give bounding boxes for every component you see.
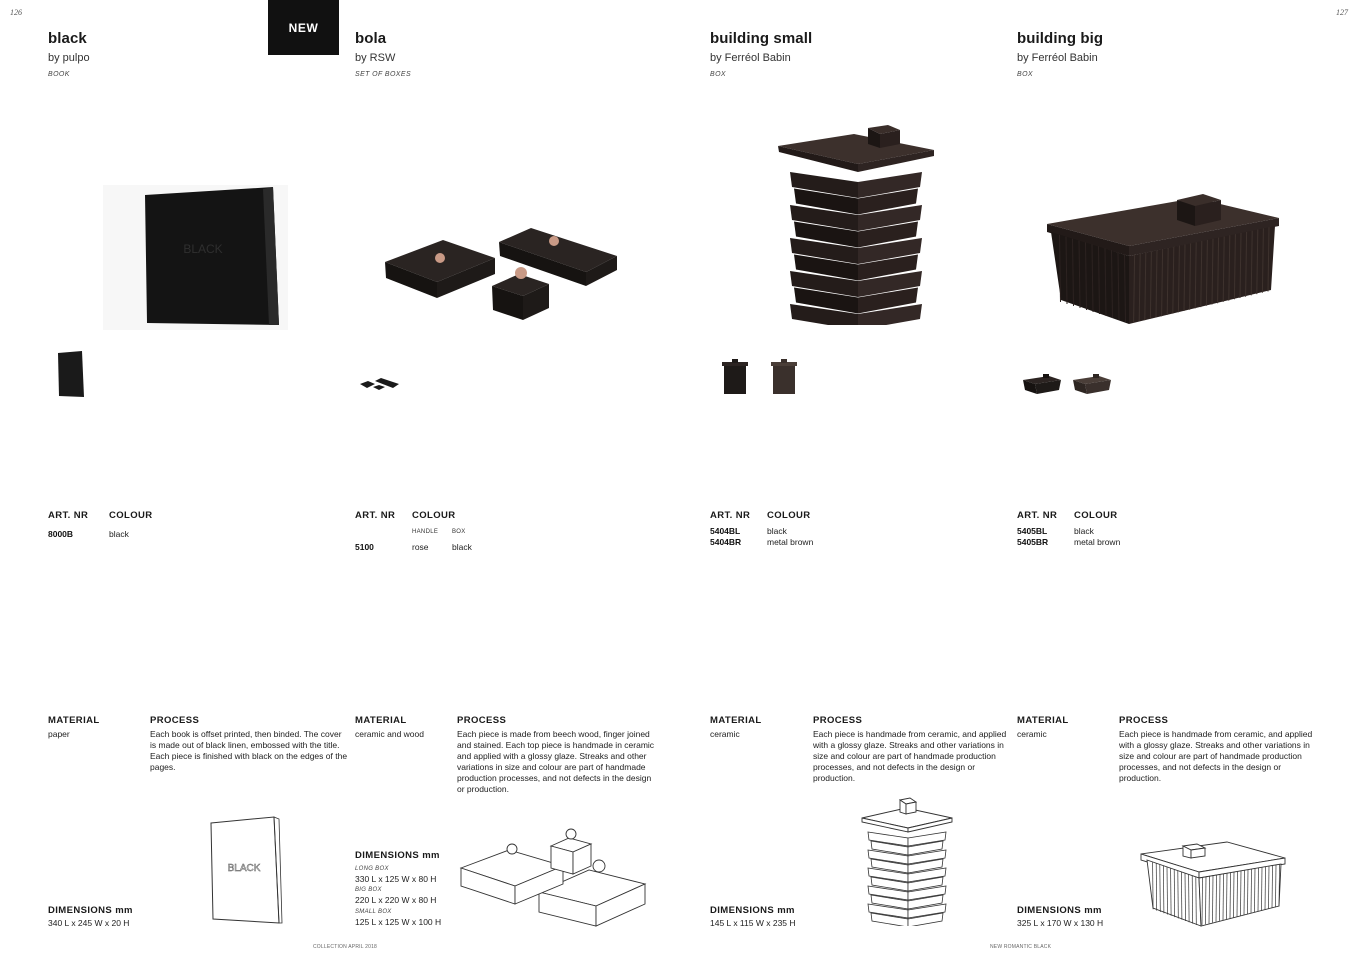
material-value: paper [48, 729, 70, 739]
colour-sub-handle: HANDLE [412, 529, 439, 535]
dimensions-label: DIMENSIONS mm [355, 850, 440, 861]
variant-thumbnails [1021, 370, 1121, 398]
process-label: PROCESS [457, 715, 507, 726]
variant-thumbnail-black[interactable] [54, 350, 88, 400]
product-title: building small [710, 30, 813, 47]
drawing-cover-title: BLACK [227, 863, 261, 874]
process-label: PROCESS [813, 715, 863, 726]
product-photo [103, 185, 288, 330]
article-colour: metal brown [1074, 537, 1121, 547]
process-text: Each piece is handmade from ceramic, and applied with a glossy glaze. Streaks and other variations in size and colour are part of handmade production processes, and not defects in the design or production. [813, 729, 1007, 783]
dimensions-label: DIMENSIONS mm [710, 905, 795, 916]
cover-title: BLACK [183, 242, 223, 256]
process-text: Each piece is made from beech wood, finger joined and stained. Each top piece is handmade in ceramic and applied with a glossy glaze. Streaks and other variations in size and colour are part of handmade production processes, and not defects in the design or production. [457, 729, 655, 794]
colour-label: COLOUR [109, 510, 153, 521]
product-title: bola [355, 30, 387, 47]
colour-label: COLOUR [767, 510, 811, 521]
process-label: PROCESS [150, 715, 200, 726]
dimensions-value: 325 L x 170 W x 130 H [1017, 918, 1104, 928]
process-label: PROCESS [1119, 715, 1169, 726]
dim-label-small-box: SMALL BOX [355, 909, 392, 915]
process-text: Each piece is handmade from ceramic, and applied with a glossy glaze. Streaks and other variations in size and colour are part of handmade production processes, and not defects in the design or production. [1119, 729, 1313, 783]
article-box-colour: black [452, 542, 472, 552]
dim-value-long-box: 330 L x 125 W x 80 H [355, 874, 437, 884]
product-title: black [48, 30, 87, 47]
variant-thumbnail-metal-brown[interactable] [771, 359, 797, 394]
variant-thumbnail-black[interactable] [1023, 374, 1061, 394]
product-photo [383, 220, 623, 325]
product-building-small [710, 0, 1010, 959]
material-value: ceramic [1017, 729, 1047, 739]
process-text: Each book is offset printed, then binded. The cover is made out of black linen, embossed with the title. Each piece is finished with black on the edges of the pages. [150, 729, 348, 772]
article-code: 5405BL [1017, 526, 1048, 536]
variant-thumbnail-metal-brown[interactable] [1073, 374, 1111, 394]
dimensions-value: 340 L x 245 W x 20 H [48, 918, 130, 928]
footer-left: COLLECTION APRIL 2018 [313, 944, 378, 950]
material-label: MATERIAL [355, 715, 407, 726]
product-designer: by pulpo [48, 52, 90, 64]
variant-thumbnail-black[interactable] [722, 359, 748, 394]
product-bola [355, 0, 655, 959]
article-code: 5405BR [1017, 537, 1049, 547]
new-badge: NEW [268, 0, 339, 55]
material-label: MATERIAL [710, 715, 762, 726]
article-code: 5404BR [710, 537, 742, 547]
product-category: BOX [1017, 71, 1033, 78]
dimensions-label: DIMENSIONS mm [48, 905, 133, 916]
art-nr-label: ART. NR [710, 510, 751, 521]
dimensions-value: 145 L x 115 W x 235 H [710, 918, 796, 928]
product-photo [776, 120, 938, 325]
dim-label-big-box: BIG BOX [355, 887, 382, 893]
product-designer: by RSW [355, 52, 396, 64]
article-handle-colour: rose [412, 542, 429, 552]
footer-right: NEW ROMANTIC BLACK [990, 944, 1052, 950]
material-label: MATERIAL [1017, 715, 1069, 726]
article-colour: metal brown [767, 537, 814, 547]
article-colour: black [109, 529, 129, 539]
article-code: 8000B [48, 529, 74, 539]
product-category: BOOK [48, 71, 70, 78]
page-number-right: 127 [1336, 8, 1348, 17]
material-label: MATERIAL [48, 715, 100, 726]
art-nr-label: ART. NR [48, 510, 89, 521]
art-nr-label: ART. NR [1017, 510, 1058, 521]
product-black [48, 0, 348, 959]
article-colour: black [767, 526, 787, 536]
material-value: ceramic and wood [355, 729, 424, 739]
product-designer: by Ferréol Babin [1017, 52, 1098, 64]
product-category: SET OF BOXES [355, 71, 412, 78]
colour-label: COLOUR [412, 510, 456, 521]
variant-thumbnail-bola[interactable] [359, 375, 401, 395]
product-line-drawing [860, 796, 954, 926]
art-nr-label: ART. NR [355, 510, 396, 521]
article-code: 5100 [355, 542, 374, 552]
variant-thumbnails [718, 358, 828, 398]
dim-value-big-box: 220 L x 220 W x 80 H [355, 895, 437, 905]
colour-label: COLOUR [1074, 510, 1118, 521]
material-value: ceramic [710, 729, 740, 739]
colour-sub-box: BOX [452, 529, 466, 535]
product-category: BOX [710, 71, 726, 78]
product-designer: by Ferréol Babin [710, 52, 791, 64]
drawing-slats [868, 832, 946, 926]
article-code: 5404BL [710, 526, 741, 536]
page-number-left: 126 [10, 8, 22, 17]
product-photo [1045, 190, 1281, 328]
article-colour: black [1074, 526, 1094, 536]
product-line-drawing [206, 815, 286, 927]
dimensions-label: DIMENSIONS mm [1017, 905, 1102, 916]
box-body-slats [790, 172, 922, 325]
dim-value-small-box: 125 L x 125 W x 100 H [355, 917, 442, 927]
product-line-drawing [1139, 838, 1289, 930]
product-building-big [1017, 0, 1317, 959]
product-line-drawing [459, 822, 649, 930]
product-title: building big [1017, 30, 1104, 47]
dim-label-long-box: LONG BOX [355, 866, 389, 872]
